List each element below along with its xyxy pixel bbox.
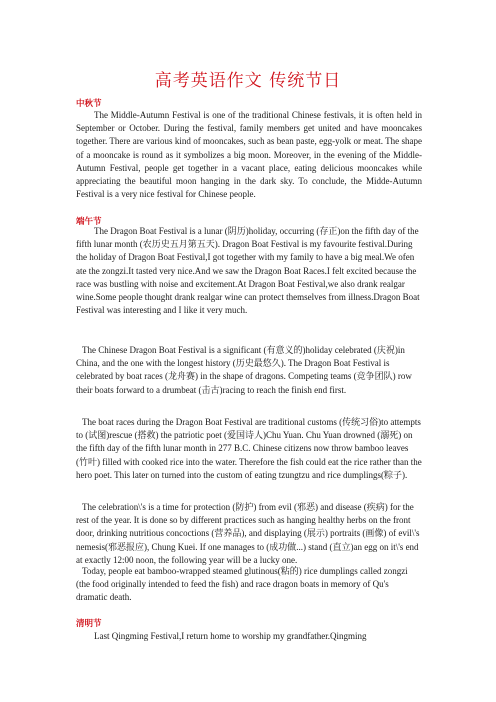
page-title: 高考英语作文 传统节日 [154,71,342,91]
dragon-boat-paragraph-4: The celebration\'s is a time for protection (防护) from evil (邪恶) and disease (疾病) for the rest of the year. It is done so by different practices such as hanging healthy herbs on the front door, drinking nutritious concoctions (营养品), and displaying (展示) portraits (画像) of evil\'s nemesis(邪恶报应), Chung Kuei. If one manages to (成功做...) stand (直立)an egg on it\'s end at exactly 12:00 noon, the following year will be a lucky one. [76,502,420,565]
section-heading-dragon-boat: 端午节 [76,217,102,227]
dragon-boat-paragraph-1: The Dragon Boat Festival is a lunar (阴历)holiday, occurring (存正)on the fifth day of the fifth lunar month (农历史五月第五天). Dragon Boat Festival is my favourite festival.During the holiday of Dragon Boat Festival,I got together with my family to have a big meal.We ofen ate the zongzi.It tasted very nice.And we saw the Dragon Boat Races.I felt excited because the race was bustling with noise and excitement.At Dragon Boat Festival,we also drank realgar wine.Some people thought drank realgar wine can protect themselves from illness.Dragon Boat Festival was interesting and I like it very much. [76,226,420,316]
dragon-boat-paragraph-2: The Chinese Dragon Boat Festival is a significant (有意义的)holiday celebrated (庆祝)in China, and the one with the longest history (历史最悠久). The Dragon Boat Festival is celebrated by boat races (龙舟赛) in the shape of dragons. Competing teams (竞争团队) row their boats forward to a drumbeat (击古)racing to reach the finish end first. [76,345,412,395]
dragon-boat-paragraph-5: Today, people eat bamboo-wrapped steamed glutinous(粘的) rice dumplings called zongzi (the food originally intended to feed the fish) and race dragon boats in memory of Qu's dramatic death. [76,566,408,603]
section-heading-mid-autumn: 中秋节 [76,99,102,109]
dragon-boat-paragraph-3: The boat races during the Dragon Boat Festival are traditional customs (传统习俗)to attempts to (试图)rescue (搭救) the patriotic poet (爱国诗人)Chu Yuan. Chu Yuan drowned (溺死) on the fifth day of the fifth lunar month in 277 B.C. Chinese citizens now throw bamboo leaves (竹叶) filled with cooked rice into the water. Therefore the fish could eat the rice rather than the hero poet. This later on turned into the custom of eating tzungtzu and rice dumplings(粽子). [76,417,422,480]
qingming-paragraph: Last Qingming Festival,I return home to worship my grandfather.Qingming [94,631,367,641]
mid-autumn-paragraph: The Middle-Autumn Festival is one of the traditional Chinese festivals, it is often held in September or October. During the festival, family members get united and have mooncakes together. There are various kind of mooncakes, such as bean paste, egg-yolk or meat. The shape of a mooncake is round as it symbolizes a big moon. Moreover, in the evening of the Middle-Autumn Festival, people get together in a vacant place, eating delicious mooncakes while appreciating the beautiful moon hanging in the dark sky. To conclude, the Midde-Autumn Festival is a very nice festival for Chinese people. [76,110,422,200]
section-heading-qingming: 清明节 [76,619,102,629]
